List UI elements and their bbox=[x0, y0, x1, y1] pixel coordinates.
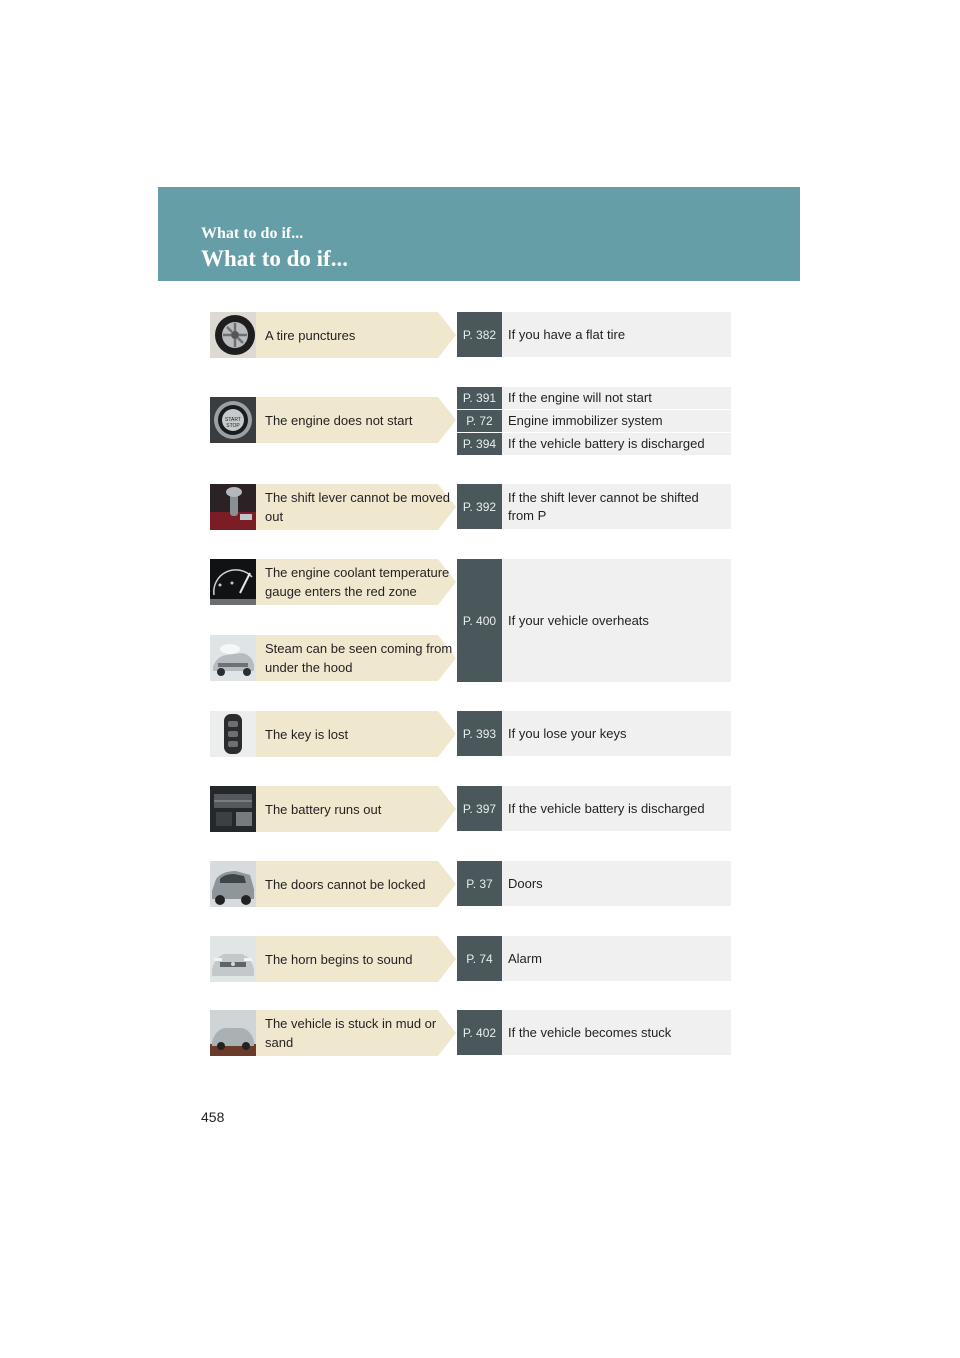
car-front-image bbox=[210, 936, 256, 982]
reference-row bbox=[457, 786, 731, 831]
page-title: What to do if... bbox=[201, 246, 348, 271]
engine-bay-image bbox=[210, 786, 256, 832]
problem-text: Steam can be seen coming from under the hood bbox=[265, 641, 453, 675]
page-reference[interactable]: P. 402 bbox=[457, 1010, 502, 1055]
solution-text: If you lose your keys bbox=[508, 725, 627, 741]
reference-row bbox=[457, 410, 731, 432]
page-reference[interactable]: P. 394 bbox=[457, 433, 502, 455]
car-side-image bbox=[210, 861, 256, 907]
page-reference[interactable]: P. 393 bbox=[457, 711, 502, 756]
page-reference[interactable]: P. 382 bbox=[457, 312, 502, 357]
solution-text: If the vehicle battery is discharged bbox=[508, 436, 705, 451]
start-button-image bbox=[210, 397, 256, 443]
problem-text: The engine coolant temperature gauge enters the red zone bbox=[265, 565, 450, 599]
solution-text: If your vehicle overheats bbox=[508, 612, 649, 628]
start-label: START bbox=[225, 417, 241, 423]
problem-row-stuck bbox=[210, 1010, 456, 1056]
page-number: 458 bbox=[201, 1109, 225, 1125]
solution-text: If you have a flat tire bbox=[508, 326, 626, 342]
problem-row-steam bbox=[210, 635, 456, 681]
problem-row-engine bbox=[210, 397, 456, 443]
reference-row bbox=[457, 433, 731, 455]
problem-text: The vehicle is stuck in mud or sand bbox=[265, 1016, 437, 1050]
reference-row bbox=[457, 312, 731, 357]
problem-text: The shift lever cannot be moved out bbox=[265, 490, 450, 524]
problem-row-key bbox=[210, 711, 456, 757]
reference-row-overheat bbox=[457, 559, 731, 682]
solution-text: Alarm bbox=[508, 950, 542, 966]
problem-row-horn bbox=[210, 936, 456, 982]
page-reference[interactable]: P. 391 bbox=[457, 387, 502, 409]
problem-row-doors bbox=[210, 861, 456, 907]
solution-text: Engine immobilizer system bbox=[508, 413, 663, 428]
shift-lever-image bbox=[210, 484, 256, 530]
page-reference[interactable]: P. 400 bbox=[457, 559, 502, 682]
car-steam-image bbox=[210, 635, 256, 681]
problem-text: The key is lost bbox=[265, 726, 349, 742]
tire-image bbox=[210, 312, 256, 358]
section-label: What to do if... bbox=[201, 225, 304, 242]
solution-text: If the shift lever cannot be shifted from P bbox=[508, 489, 699, 523]
page-reference[interactable]: P. 74 bbox=[457, 936, 502, 981]
problem-row-shift-lever bbox=[210, 484, 456, 530]
page-reference[interactable]: P. 72 bbox=[457, 410, 502, 432]
reference-row bbox=[457, 387, 731, 409]
reference-row bbox=[457, 711, 731, 756]
section-header bbox=[158, 187, 800, 281]
page-reference[interactable]: P. 37 bbox=[457, 861, 502, 906]
problem-text: The doors cannot be locked bbox=[265, 876, 426, 892]
problem-text: The battery runs out bbox=[265, 801, 382, 817]
key-image bbox=[210, 711, 256, 757]
gauge-image bbox=[210, 559, 256, 605]
problem-text: A tire punctures bbox=[265, 327, 356, 343]
reference-row bbox=[457, 936, 731, 981]
stop-label: STOP bbox=[226, 423, 240, 429]
solution-text: If the vehicle becomes stuck bbox=[508, 1024, 672, 1040]
page-reference[interactable]: P. 392 bbox=[457, 484, 502, 529]
problem-text: The horn begins to sound bbox=[265, 951, 413, 967]
reference-row bbox=[457, 484, 731, 529]
problem-row-battery bbox=[210, 786, 456, 832]
reference-row bbox=[457, 1010, 731, 1055]
solution-text: If the vehicle battery is discharged bbox=[508, 800, 705, 816]
reference-row bbox=[457, 861, 731, 906]
car-mud-image bbox=[210, 1010, 256, 1056]
problem-row-coolant bbox=[210, 559, 456, 605]
problem-text: The engine does not start bbox=[265, 412, 413, 428]
page-reference[interactable]: P. 397 bbox=[457, 786, 502, 831]
problem-row-tire bbox=[210, 312, 456, 358]
solution-text: Doors bbox=[508, 875, 543, 891]
solution-text: If the engine will not start bbox=[508, 390, 652, 405]
